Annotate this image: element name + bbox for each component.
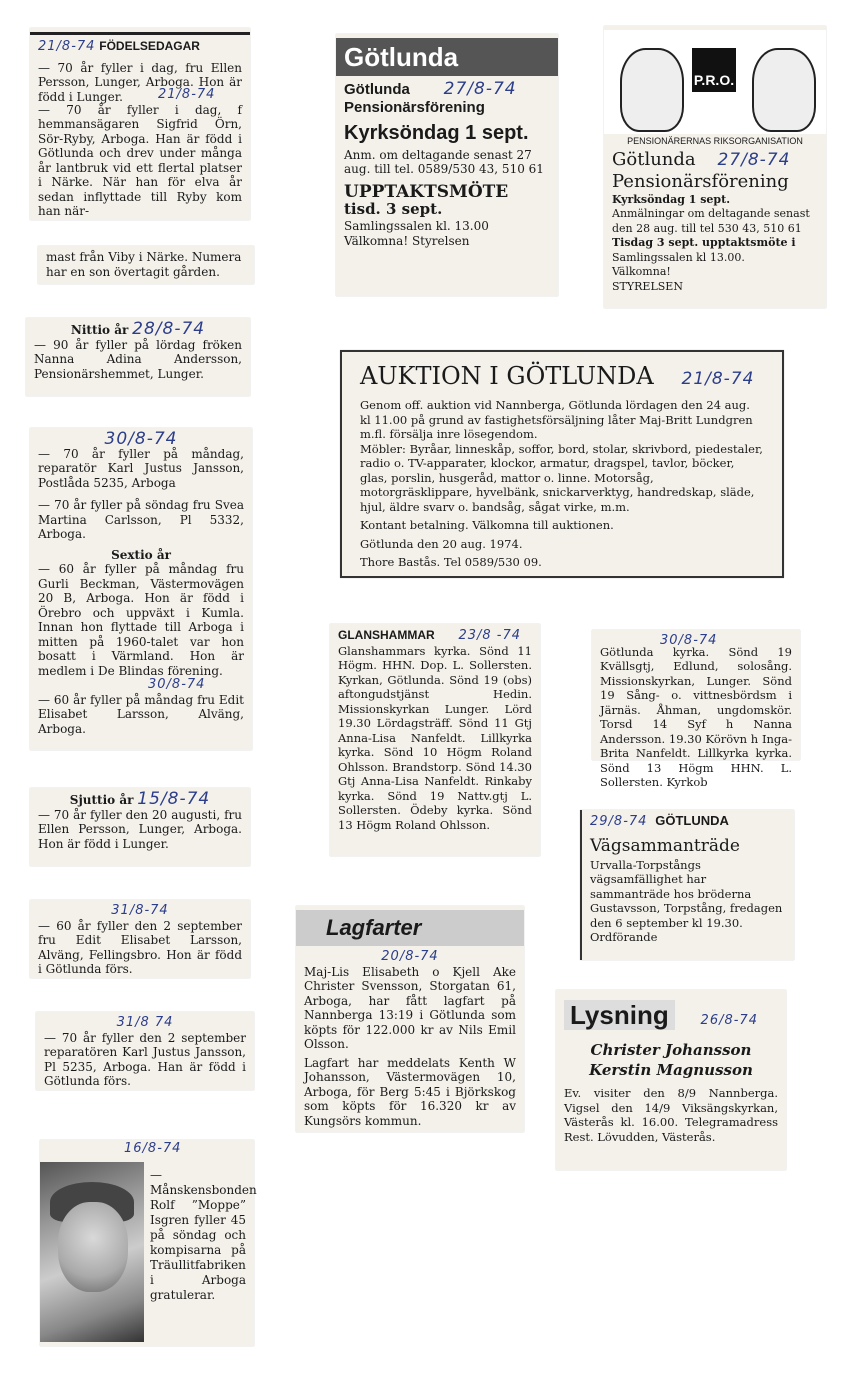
top-rule bbox=[30, 32, 250, 35]
handwritten-date: 29/8-74 bbox=[590, 814, 648, 829]
birthday-entry: — 70 år fyller i dag, fru Ellen Persson, Lunger, Arboga. Hon är född i Lunger. bbox=[38, 60, 242, 104]
church-schedule: Götlunda kyrka. Sönd 19 Kvällsgtj, Edlund, solosång. Missionskyrkan, Lunger. Sönd 19 Sång- o. vittnesbördsm i Järnäs. Åhman, ungdomskör. Torsd 14 Syf h Nanna Andersson. 19.30 Körövn h Inga-Brita Nanfeldt. Lillkyrka kyrka. Sönd 13 Högm HHN. L. Sollersten. Kyrkob bbox=[600, 644, 792, 789]
church-clipping-2 bbox=[592, 630, 800, 789]
lysning-clipping bbox=[556, 990, 786, 1170]
ad-line: tisd. 3 sept. bbox=[344, 200, 443, 218]
birthday-entry: — 60 år fyller på måndag fru Edit Elisabet Larsson, Alväng, Arboga. bbox=[38, 692, 244, 736]
handwritten-date: 27/8-74 bbox=[443, 79, 517, 99]
handwritten-date: 30/8-74 bbox=[660, 633, 718, 648]
ad-line: Välkomna! Styrelsen bbox=[344, 233, 470, 248]
ad-line: Tisdag 3 sept. upptaktsmöte i bbox=[612, 236, 796, 249]
sjuttio-clipping-2 bbox=[30, 788, 250, 866]
ad-title: Pensionärsförening bbox=[612, 170, 789, 192]
birthday-entry: — 70 år fyller den 2 september reparatören Karl Justus Jansson, Pl 5235, Arboga. Han är född i Götlunda förs. bbox=[44, 1030, 246, 1088]
auction-text: Genom off. auktion vid Nannberga, Götlunda lördagen den 24 aug. kl 11.00 på grund av fastighetsförsäljning låter Maj-Britt Lundgren m.fl. försälja inre lösegendom. bbox=[360, 398, 753, 441]
meeting-text: Urvalla-Torpstångs vägsamfällighet har sammanträde hos bröderna Gustavsson, Torpstång, fredagen den 6 september kl 19.30. bbox=[590, 857, 783, 930]
lagfarter-title: Lagfarter bbox=[296, 910, 524, 946]
section-heading: Sextio år bbox=[111, 547, 171, 562]
auction-text: Götlunda den 20 aug. 1974. bbox=[360, 536, 523, 551]
person-drawing bbox=[620, 48, 684, 132]
birthday-entry: — 70 år fyller den 20 augusti, fru Ellen Persson, Lunger, Arboga. Hon är född i Lunger. bbox=[38, 807, 242, 851]
lagfarter-entry: Lagfart har meddelats Kenth W Johansson, Västermovägen 10, Arboga, för Berg 5:45 i Björkskog som köpts för 16.320 kr av Kungsörs kommun. bbox=[304, 1055, 516, 1128]
auction-title: AUKTION I GÖTLUNDA bbox=[360, 362, 654, 390]
ad-line: Anm. om deltagande senast 27 aug. till tel. 0589/530 43, 510 61 bbox=[344, 147, 544, 176]
ad-line: Kyrksöndag 1 sept. bbox=[612, 192, 731, 206]
glanshammar-clipping bbox=[330, 624, 540, 856]
lagfarter-entry: Maj-Lis Elisabeth o Kjell Ake Christer Svensson, Storgatan 61, Arboga, har fått lagfart på Nannberga 13:19 i Götlunda som köpts för 122.000 kr av Nils Emil Olsson. bbox=[304, 964, 516, 1051]
handwritten-date: 31/8-74 bbox=[111, 903, 169, 918]
handwritten-date: 21/8-74 bbox=[681, 369, 755, 389]
ad-line: Samlingssalen kl 13.00. bbox=[612, 250, 745, 264]
ad-line: Götlunda bbox=[344, 81, 410, 98]
ad-line: Pensionärsförening bbox=[344, 98, 485, 116]
face-shape bbox=[58, 1202, 128, 1292]
ad-line: STYRELSEN bbox=[612, 279, 683, 293]
handwritten-date: 15/8-74 bbox=[137, 789, 211, 809]
birthdays-clipping bbox=[30, 28, 250, 220]
handwritten-date: 21/8-74 bbox=[158, 87, 216, 102]
photo-caption: — Månskensbonden Rolf ”Moppe” Isgren fyller 45 på söndag och kompisarna på Träullitfabriken i Arboga gratulerar. bbox=[150, 1168, 257, 1302]
handwritten-date: 23/8 -74 bbox=[458, 628, 522, 643]
pro-logo: P.R.O. bbox=[692, 48, 736, 92]
birthday-entry: — 70 år fyller på söndag fru Svea Martina Carlsson, Pl 5332, Arboga. bbox=[38, 498, 244, 541]
photo-clipping bbox=[40, 1140, 257, 1346]
birthdays-continuation bbox=[38, 246, 254, 284]
birthday-entry: — 60 år fyller den 2 september fru Edit Elisabet Larsson, Alväng, Fellingsbro. Hon är född i Götlunda förs. bbox=[38, 918, 242, 976]
meeting-title: Vägsammanträde bbox=[590, 835, 740, 856]
person-drawing bbox=[752, 48, 816, 132]
meeting-sign: Ordförande bbox=[590, 930, 658, 944]
auction-items: Möbler: Byråar, linneskåp, soffor, bord, stolar, skrivbord, piedestaler, radio o. TV-apparater, klockor, armatur, dragspel, tavlor, böcker, glas, porslin, husgeråd, mattor o. linne. Motorsåg, motorgräsklippare, hyvelbänk, snickarverktyg, handredskap, släde, hjul, äldre svarv o. bandsåg, sågat virke, m.m. bbox=[360, 441, 763, 514]
vag-clipping bbox=[580, 810, 794, 960]
birthday-entry: — 70 år fyller på måndag, reparatör Karl Justus Jansson, Postlåda 5235, Arboga bbox=[38, 446, 244, 490]
auktion-ad bbox=[340, 350, 784, 578]
handwritten-date: 27/8-74 bbox=[717, 149, 791, 170]
org-name: PENSIONÄRERNAS RIKSORGANISATION bbox=[627, 136, 803, 146]
section-heading: Nittio år bbox=[70, 323, 129, 337]
church-schedule: Glanshammars kyrka. Sönd 11 Högm. HHN. Dop. L. Sollersten. Kyrkan, Götlunda. Sönd 19 (obs) aftongudstjänst Hedin. Missionskyrkan Lunger. Lörd 19.30 Lördagsträff. Sönd 11 Gtj Anna-Lisa Nanfeldt. Lillkyrka kyrka. Sönd 10 Högm Roland Ohlsson. Brandstorp. Sönd 14.30 Gtj Anna-Lisa Nanfeldt. Rinkaby kyrka. Sönd 19 Nattv.gtj L. Sollersten. Ödeby kyrka. Sönd 13 Högm Roland Ohlsson. bbox=[338, 643, 532, 832]
handwritten-date: 28/8-74 bbox=[132, 319, 206, 339]
handwritten-date: 26/8-74 bbox=[700, 1013, 758, 1028]
handwritten-date: 30/8-74 bbox=[148, 677, 206, 692]
birthday-entry: — 60 år fyller på måndag fru Gurli Beckman, Västermovägen 20 B, Arboga. Hon är född i Örebro och uppväxt i Kumla. Innan hon flyttade till Arboga i mitten på 1960-talet var hon bosatt i Värmland. Hon är medlem i De Blindas förening. bbox=[38, 562, 244, 678]
gotlunda-ad bbox=[336, 34, 558, 296]
birthday-entry: — 70 år fyller i dag, f hemmansägaren Sigfrid Örn, Sör-Ryby, Arboga. Han är född i Götlunda och drev under många år lantbruk vid ett flertal platser i Närke. När han för elva år sedan inflyttade till Ryby kom han när- bbox=[38, 102, 242, 218]
lysning-title: Lysning bbox=[564, 1000, 675, 1030]
section-heading: FÖDELSEDAGAR bbox=[99, 39, 200, 53]
pro-ad bbox=[604, 26, 826, 308]
ad-line: Samlingssalen kl. 13.00 bbox=[344, 219, 489, 233]
handwritten-date: 21/8-74 bbox=[38, 39, 96, 54]
ad-line: Välkomna! bbox=[612, 265, 671, 278]
ad-line: UPPTAKTSMÖTE bbox=[344, 181, 509, 202]
handwritten-date: 20/8-74 bbox=[381, 949, 439, 964]
couple-name: Christer Johansson bbox=[590, 1041, 752, 1059]
ad-title: Götlunda bbox=[612, 148, 696, 170]
lagfarter-clipping bbox=[296, 906, 524, 1132]
portrait-photo bbox=[40, 1162, 144, 1342]
handwritten-date: 16/8-74 bbox=[124, 1141, 182, 1156]
section-heading: GÖTLUNDA bbox=[655, 813, 729, 828]
auction-text: Thore Bastås. Tel 0589/530 09. bbox=[360, 555, 542, 569]
handwritten-date: 31/8 74 bbox=[116, 1015, 174, 1030]
sjuttio-sextio-clipping bbox=[30, 428, 252, 750]
ad-banner: Götlunda bbox=[336, 38, 558, 76]
section-heading: GLANSHAMMAR bbox=[338, 628, 435, 642]
auction-text: Kontant betalning. Välkomna till auktionen. bbox=[360, 518, 614, 532]
sextio-clipping-2 bbox=[30, 900, 250, 978]
lysning-text: Ev. visiter den 8/9 Nannberga. Vigsel den 14/9 Viksängskyrkan, Västerås kl. 16.00. Telegramadress Rest. Lövudden, Västerås. bbox=[564, 1086, 778, 1144]
nittio-clipping bbox=[26, 318, 250, 396]
section-heading: Sjuttio år bbox=[69, 793, 134, 807]
birthday-entry: mast från Viby i Närke. Numera har en son övertagit gården. bbox=[46, 250, 242, 279]
pro-logo-area bbox=[604, 30, 826, 134]
couple-name: Kerstin Magnusson bbox=[589, 1061, 753, 1079]
handwritten-date: 30/8-74 bbox=[104, 429, 178, 449]
ad-line: Kyrksöndag 1 sept. bbox=[344, 121, 529, 144]
ad-line: Anmälningar om deltagande senast den 28 aug. till tel 530 43, 510 61 bbox=[612, 207, 810, 235]
birthday-entry: — 90 år fyller på lördag fröken Nanna Adina Andersson, Pensionärshemmet, Lunger. bbox=[34, 337, 242, 381]
sjuttio-clipping-3 bbox=[36, 1012, 254, 1090]
